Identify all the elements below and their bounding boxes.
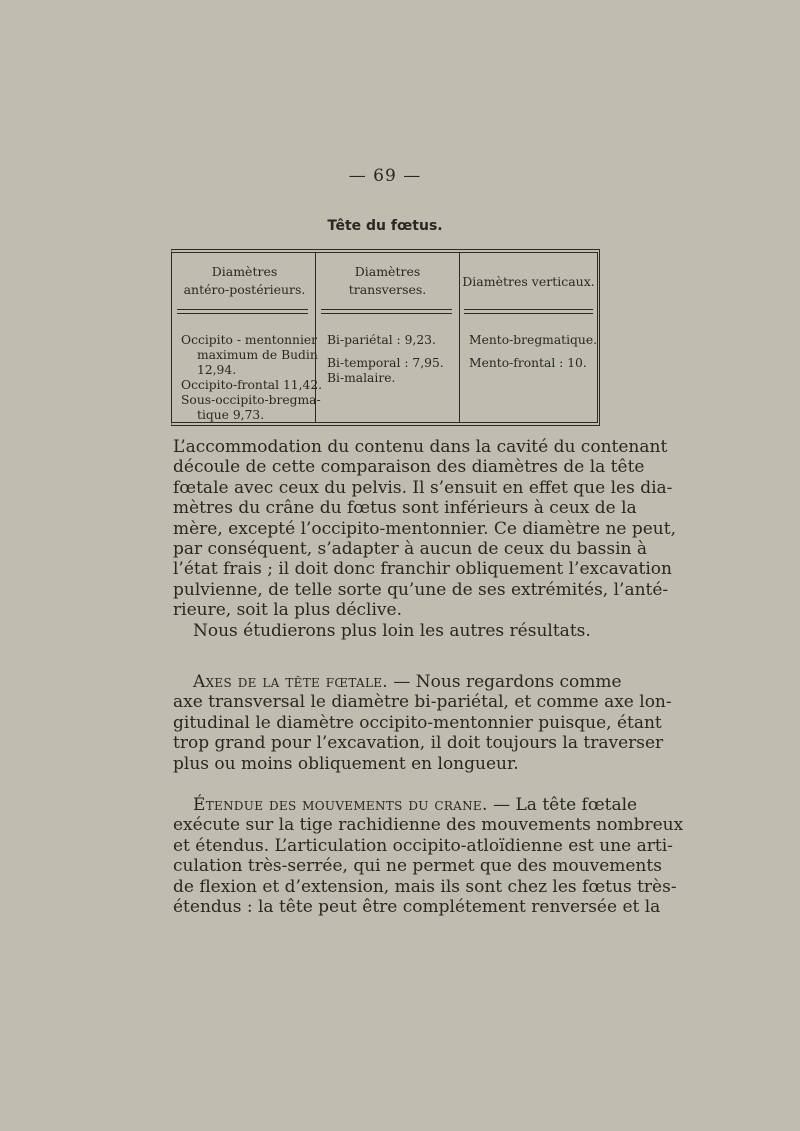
text-line: mètres du crâne du fœtus sont inférieurs à ceux de la [173, 498, 637, 519]
cell-line: 12,94. [197, 363, 237, 377]
header-line: antéro-postérieurs. [183, 282, 306, 297]
text-line: plus ou moins obliquement en longueur. [173, 753, 519, 774]
cell-transverse [327, 333, 455, 386]
text-line: mère, excepté l’occipito-mentonnier. Ce diamètre ne peut, [173, 518, 676, 539]
text-line: exécute sur la tige rachidienne des mouvements nombreux [173, 815, 684, 836]
text-line: gitudinal le diamètre occipito-mentonnier puisque, étant [173, 712, 662, 733]
cell-vertical [469, 333, 598, 371]
text-fragment: — La tête fœtale [487, 795, 638, 815]
text-line: de flexion et d’extension, mais ils sont chez les fœtus très- [173, 876, 677, 897]
cell-line: Occipito-frontal 11,42. [181, 378, 323, 392]
header-rule [464, 309, 593, 314]
cell-line: tique 9,73. [197, 408, 265, 422]
text-line [173, 795, 638, 815]
cell-line: Bi-malaire. [327, 371, 396, 385]
cell-line: Bi-temporal : 7,95. [327, 356, 444, 370]
header-line: Diamètres verticaux. [462, 274, 595, 289]
paragraph-movements [173, 795, 684, 918]
cell-line: Bi-pariétal : 9,23. [327, 333, 436, 347]
header-rule [177, 309, 308, 314]
text-line: découle de cette comparaison des diamètres de la tête [173, 457, 645, 478]
paragraph-results: Nous étudierons plus loin les autres résultats. [193, 620, 591, 641]
text-line: trop grand pour l’excavation, il doit toujours la traverser [173, 733, 664, 754]
header-rule [321, 309, 452, 314]
page-number: — 69 — [348, 166, 422, 186]
diameters-table [171, 249, 600, 426]
cell-line: Occipito - mentonnier [181, 333, 318, 347]
table-title: Tête du fœtus. [327, 218, 443, 234]
header-transverse [318, 263, 457, 299]
text-line: étendus : la tête peut être complétement renversée et la [173, 897, 661, 918]
text-fragment: — Nous regardons comme [387, 672, 622, 692]
cell-line: Mento-frontal : 10. [469, 356, 587, 370]
text-line: l’état frais ; il doit donc franchir obliquement l’excavation [173, 559, 672, 580]
cell-antero-posterior [181, 333, 323, 423]
text-line: axe transversal le diamètre bi-pariétal, et comme axe lon- [173, 692, 672, 713]
text-line: pulvienne, de telle sorte qu’une de ses extrémités, l’anté- [173, 579, 669, 600]
cell-line: Sous-occipito-bregma- [181, 393, 321, 407]
header-line: transverses. [348, 282, 427, 297]
cell-line: Mento-bregmatique. [469, 333, 598, 347]
section-heading-axes: Axes de la tête fœtale. [193, 672, 388, 692]
header-vertical [461, 273, 596, 291]
cell-line: maximum de Budin [197, 348, 318, 362]
text-line: rieure, soit la plus déclive. [173, 600, 402, 621]
paragraph-axes [173, 672, 672, 774]
section-heading-movements: Étendue des mouvements du crane. [193, 795, 488, 815]
text-line: et étendus. L’articulation occipito-atloïdienne est une arti- [173, 835, 673, 856]
text-line: L’accommodation du contenu dans la cavité du contenant [173, 437, 668, 457]
text-line: culation très-serrée, qui ne permet que des mouvements [173, 856, 662, 877]
header-antero-posterior [176, 263, 313, 299]
text-line: fœtale avec ceux du pelvis. Il s’ensuit en effet que les dia- [173, 477, 673, 498]
paragraph-accommodation [173, 437, 676, 641]
header-line: Diamètres [211, 264, 278, 279]
header-line: Diamètres [354, 264, 421, 279]
column-divider [459, 253, 460, 422]
text-line [173, 672, 622, 692]
text-line: par conséquent, s’adapter à aucun de ceux du bassin à [173, 539, 648, 560]
